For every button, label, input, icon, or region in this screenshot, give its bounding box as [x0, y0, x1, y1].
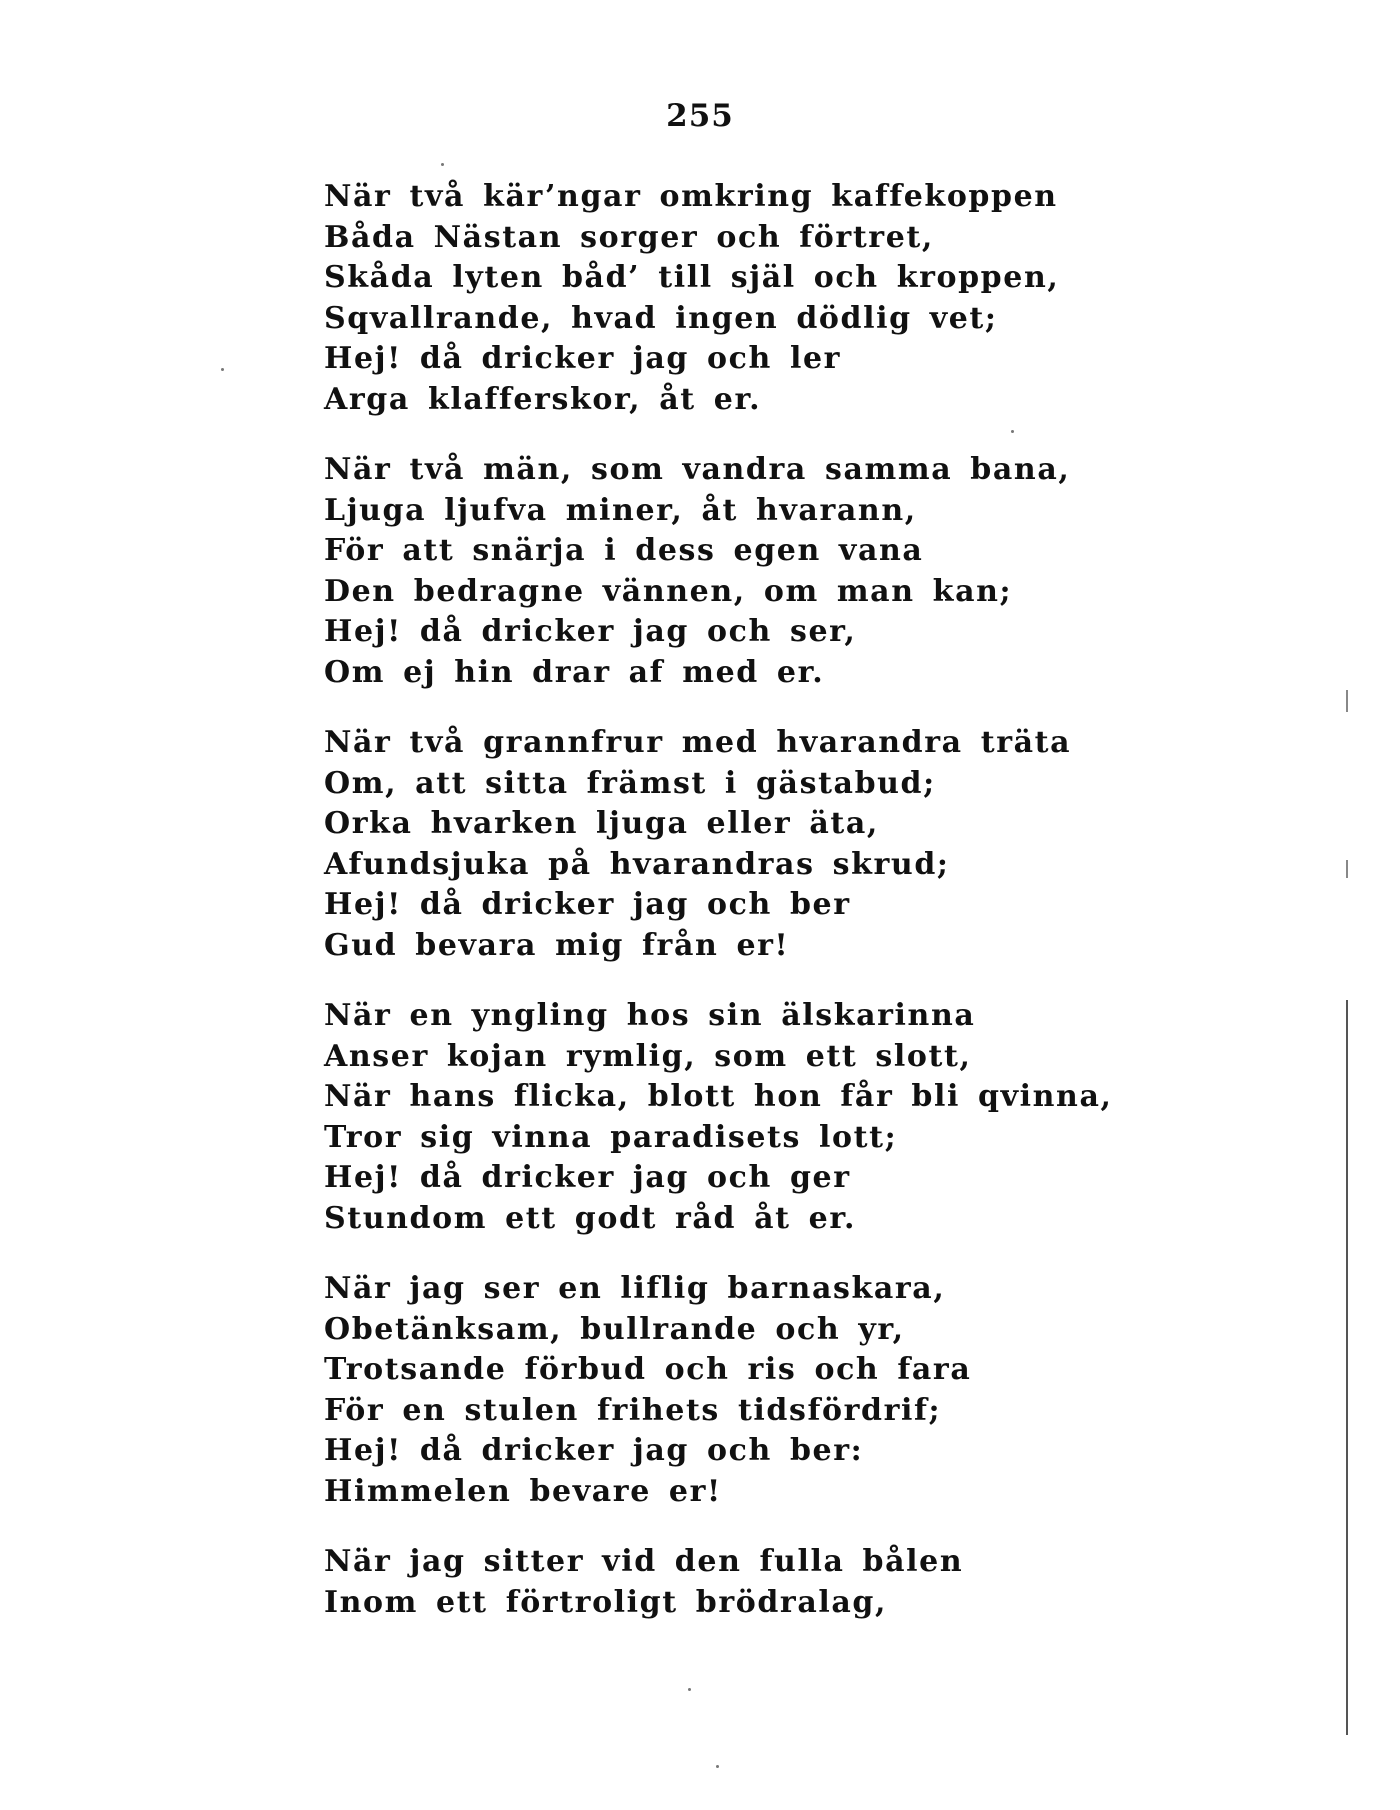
- poem-line: Afundsjuka på hvarandras skrud;: [324, 846, 950, 882]
- poem-line: Orka hvarken ljuga eller äta,: [324, 806, 879, 841]
- poem-line: Gud bevara mig från er!: [324, 927, 790, 963]
- poem-line: Tror sig vinna paradisets lott;: [324, 1119, 898, 1155]
- stanza: [324, 1542, 1324, 1623]
- poem-line: När två grannfrur med hvarandra träta: [324, 725, 1072, 760]
- poem-line: Himmelen bevare er!: [324, 1473, 722, 1509]
- poem-line: Obetänksam, bullrande och yr,: [324, 1311, 905, 1347]
- margin-rule-fragment: [1346, 860, 1348, 878]
- stanza: [324, 450, 1324, 693]
- poem-line: Inom ett förtroligt brödralag,: [324, 1584, 888, 1620]
- poem-line: När två kär’ngar omkring kaffekoppen: [324, 179, 1058, 214]
- stanza: [324, 177, 1324, 420]
- poem-line: För en stulen frihets tidsfördrif;: [324, 1392, 942, 1428]
- poem-line: När jag sitter vid den fulla bålen: [324, 1544, 964, 1579]
- poem-line: Om, att sitta främst i gästabud;: [324, 765, 936, 801]
- poem-line: Hej! då dricker jag och ber:: [324, 1433, 864, 1468]
- stanza: [324, 996, 1324, 1239]
- margin-rule: [1346, 1000, 1348, 1735]
- poem-line: När hans flicka, blott hon får bli qvinna,: [324, 1079, 1113, 1114]
- speck: [441, 163, 444, 166]
- stanza: [324, 1269, 1324, 1512]
- margin-rule-fragment: [1346, 690, 1348, 712]
- poem: [324, 177, 1324, 1653]
- speck: [716, 1765, 719, 1768]
- poem-line: Hej! då dricker jag och ger: [324, 1160, 851, 1195]
- speck: [221, 368, 224, 371]
- poem-line: När jag ser en liflig barnaskara,: [324, 1271, 946, 1306]
- stanza: [324, 723, 1324, 966]
- poem-line: Skåda lyten båd’ till själ och kroppen,: [324, 260, 1060, 295]
- speck: [688, 1688, 691, 1691]
- poem-line: Om ej hin drar af med er.: [324, 654, 825, 690]
- poem-line: Arga klafferskor, åt er.: [324, 381, 762, 417]
- poem-line: Hej! då dricker jag och ser,: [324, 614, 857, 649]
- poem-line: Sqvallrande, hvad ingen dödlig vet;: [324, 300, 998, 336]
- poem-line: När en yngling hos sin älskarinna: [324, 998, 976, 1033]
- poem-line: Anser kojan rymlig, som ett slott,: [324, 1038, 972, 1074]
- speck: [1011, 430, 1014, 433]
- poem-line: Trotsande förbud och ris och fara: [324, 1352, 972, 1387]
- poem-line: Ljuga ljufva miner, åt hvarann,: [324, 492, 917, 528]
- poem-line: Stundom ett godt råd åt er.: [324, 1200, 857, 1236]
- poem-line: Hej! då dricker jag och ler: [324, 341, 842, 376]
- poem-line: Den bedragne vännen, om man kan;: [324, 573, 1013, 609]
- poem-line: För att snärja i dess egen vana: [324, 533, 924, 568]
- page-number: 255: [666, 98, 734, 134]
- poem-line: När två män, som vandra samma bana,: [324, 452, 1071, 487]
- poem-line: Båda Nästan sorger och förtret,: [324, 219, 934, 255]
- poem-line: Hej! då dricker jag och ber: [324, 887, 851, 922]
